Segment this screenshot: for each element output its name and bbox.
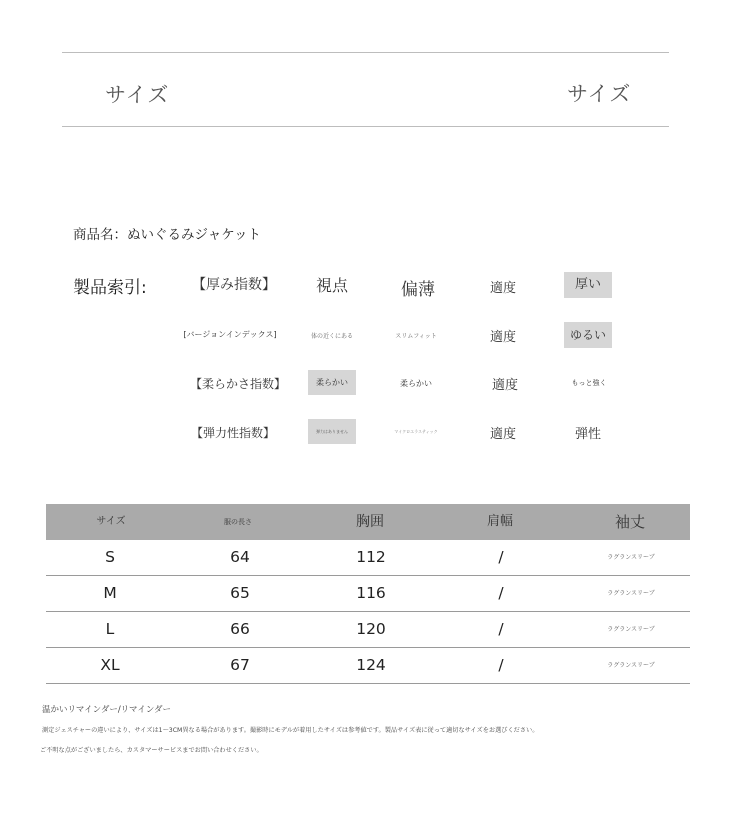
cell-length: 65 xyxy=(230,584,250,602)
cell-length: 64 xyxy=(230,548,250,566)
reminder-title: 温かいリマインダー/リマインダー xyxy=(42,705,172,715)
table-row xyxy=(46,576,690,612)
header-length: 服の長さ xyxy=(224,518,252,526)
cell-sleeve: ラグランスリーブ xyxy=(607,554,655,561)
cell-size: L xyxy=(105,620,115,638)
elasticity-option-4: 弾性 xyxy=(574,427,601,442)
cell-chest: 120 xyxy=(356,620,386,638)
cell-chest: 116 xyxy=(356,584,386,602)
softness-option-1-selected: 柔らかい xyxy=(308,370,356,395)
softness-option-3: 適度 xyxy=(491,378,518,393)
product-name: 商品名：ぬいぐるみジャケット xyxy=(73,227,262,243)
header-right-title: サイズ xyxy=(567,82,632,106)
header-top-divider xyxy=(62,52,669,53)
elasticity-option-1-selected: 弾力はありません xyxy=(308,419,356,444)
thickness-option-2: 偏薄 xyxy=(401,280,435,300)
cell-size: S xyxy=(105,548,115,566)
cell-shoulder: / xyxy=(498,620,504,638)
version-option-1: 体の近くにある xyxy=(310,333,353,340)
softness-option-4: もっと強く xyxy=(571,379,607,387)
header-shoulder: 肩幅 xyxy=(486,514,513,529)
elasticity-option-2: マイクロエラスティック xyxy=(394,429,438,434)
version-option-3: 適度 xyxy=(489,330,516,345)
thickness-option-3: 適度 xyxy=(489,281,516,296)
table-row xyxy=(46,612,690,648)
thickness-index-label: 【厚み指数】 xyxy=(192,277,276,293)
header-size: サイズ xyxy=(96,516,126,527)
cell-sleeve: ラグランスリーブ xyxy=(607,590,655,597)
cell-size: M xyxy=(103,584,117,602)
cell-chest: 124 xyxy=(356,656,386,674)
table-row xyxy=(46,648,690,684)
softness-option-2: 柔らかい xyxy=(400,379,432,388)
elasticity-option-3: 適度 xyxy=(489,427,516,442)
cell-sleeve: ラグランスリーブ xyxy=(607,662,655,669)
header-bottom-divider xyxy=(62,126,669,127)
header-left-title: サイズ xyxy=(105,83,170,107)
version-option-2: スリムフィット xyxy=(395,333,437,340)
size-table-header xyxy=(46,504,690,540)
product-index-label: 製品索引: xyxy=(73,278,147,298)
version-option-4-selected: ゆるい xyxy=(564,322,612,348)
reminder-line-1: 測定ジェスチャーの違いにより、サイズは1～3CM異なる場合があります。撮影時にモデルが着用したサイズは参考値です。製品サイズ表に従って適切なサイズをお選びください。 xyxy=(42,727,539,734)
elasticity-index-label: 【弾力性指数】 xyxy=(190,426,275,440)
cell-size: XL xyxy=(100,656,120,674)
cell-shoulder: / xyxy=(498,548,504,566)
cell-chest: 112 xyxy=(356,548,386,566)
reminder-line-2: ご不明な点がございましたら、カスタマーサービスまでお問い合わせください。 xyxy=(40,747,263,754)
cell-shoulder: / xyxy=(498,656,504,674)
cell-sleeve: ラグランスリーブ xyxy=(607,626,655,633)
table-row xyxy=(46,540,690,576)
cell-length: 67 xyxy=(230,656,250,674)
softness-index-label: 【柔らかさ指数】 xyxy=(190,377,287,391)
header-chest: 胸囲 xyxy=(356,514,384,530)
header-sleeve: 袖丈 xyxy=(614,513,645,531)
cell-length: 66 xyxy=(230,620,250,638)
cell-shoulder: / xyxy=(498,584,504,602)
thickness-option-4-selected: 厚い xyxy=(564,272,612,298)
thickness-option-1: 視点 xyxy=(315,276,348,295)
version-index-label: [バージョンインデックス] xyxy=(183,330,277,339)
